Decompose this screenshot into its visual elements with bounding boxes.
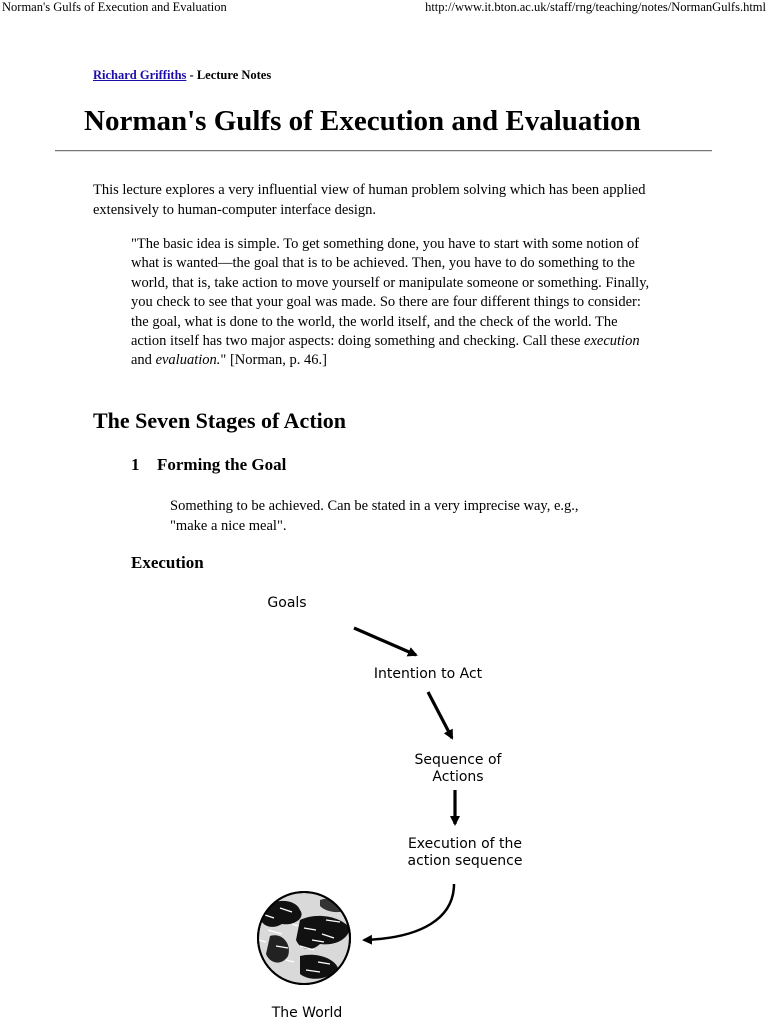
- print-header: [0, 0, 768, 16]
- quote-text: "The basic idea is simple. To get something done, you have to start with some notion of what is wanted—the goal that is to be achieved. Then, you have to do something to the world, that is, take action to move yourself or manipulate someone or something. Finally, you check to see that your goal was made. So there are four different things to consider: the goal, what is done to the world, the world itself, and the check of the world. The action itself has two major aspects: doing something and checking. Call these: [131, 236, 650, 350]
- diagram-label-sequence-line1: Sequence of: [414, 752, 502, 768]
- execution-heading: Execution: [131, 553, 204, 572]
- stage-1-heading: [131, 455, 286, 475]
- arrow-execution-to-world: [364, 884, 454, 940]
- stage-1-number: 1: [131, 455, 140, 474]
- quote-citation: " [Norman, p. 46.]: [220, 352, 327, 369]
- diagram-label-goals: Goals: [267, 595, 307, 611]
- quote-emphasis-evaluation: evaluation.: [155, 352, 221, 369]
- author-link[interactable]: Richard Griffiths: [93, 68, 187, 82]
- section-heading: The Seven Stages of Action: [93, 408, 346, 433]
- stage-1-title: Forming the Goal: [157, 455, 287, 474]
- norman-quote: [131, 235, 651, 371]
- title-divider: [55, 150, 712, 152]
- quote-and: and: [131, 352, 156, 369]
- globe-icon: [258, 892, 350, 984]
- print-header-url: http://www.it.bton.ac.uk/staff/rng/teaching/notes/NormanGulfs.html: [425, 0, 766, 14]
- author-suffix: - Lecture Notes: [186, 68, 272, 82]
- execution-diagram: [0, 580, 768, 1024]
- diagram-label-sequence-line2: Actions: [432, 769, 484, 785]
- arrow-intention-to-sequence: [428, 692, 452, 738]
- page-title: Norman's Gulfs of Execution and Evaluation: [84, 105, 641, 137]
- diagram-label-intention: Intention to Act: [373, 666, 483, 682]
- stage-1-description: Something to be achieved. Can be stated in a very imprecise way, e.g., "make a nice meal".: [170, 498, 579, 534]
- diagram-label-world: The World: [271, 1005, 343, 1021]
- intro-paragraph: This lecture explores a very influential view of human problem solving which has been applied extensively to human-computer interface design.: [93, 182, 646, 218]
- arrow-goals-to-intention: [354, 628, 416, 655]
- diagram-label-execution-line1: Execution of the: [407, 836, 523, 852]
- quote-emphasis-execution: execution: [584, 333, 640, 350]
- diagram-label-execution-line2: action sequence: [407, 853, 523, 869]
- author-line: [93, 68, 271, 83]
- print-header-title: Norman's Gulfs of Execution and Evaluation: [2, 0, 227, 14]
